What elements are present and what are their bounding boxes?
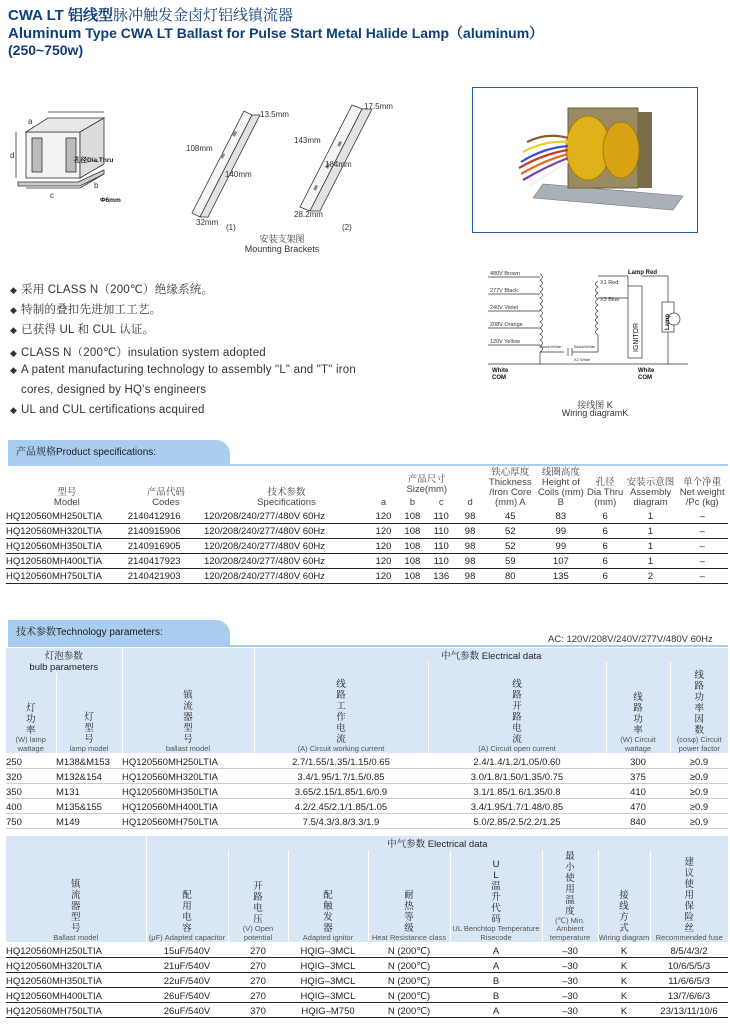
table-cell: 2140421903 [128, 568, 204, 583]
electrical-table-1 [6, 648, 728, 829]
table-cell: 2140412916 [128, 508, 204, 523]
th-ignitor: 配触发器 Adapted ignitor [288, 850, 368, 942]
th-electrical: 中气参数 Electrical data [254, 648, 728, 662]
table-cell: A [450, 942, 542, 957]
th-open-current: 线路开路电流 (A) Circuit open current [428, 662, 606, 753]
table-cell: K [598, 972, 650, 987]
table-cell: N (200℃) [368, 942, 450, 957]
table-cell: ≥0.9 [670, 783, 728, 798]
table-row [6, 972, 728, 987]
table-cell: 98 [456, 553, 485, 568]
bracket2-dim-4: 28.2mm [294, 210, 323, 219]
feature-5 [10, 364, 356, 376]
table-cell: 120 [369, 523, 398, 538]
table-cell: 270 [228, 972, 288, 987]
table-cell: K [598, 957, 650, 972]
table-cell: 13/7/6/6/3 [650, 987, 728, 1002]
table-row [6, 568, 728, 583]
table-cell: 6 [586, 538, 625, 553]
table-cell: 5.0/2.85/2.5/2.2/1.25 [428, 813, 606, 828]
electrical-table-2 [6, 836, 728, 1018]
table-cell: 120/208/240/277/480V 60Hz [204, 553, 369, 568]
feature-6 [10, 404, 205, 416]
title-en-bold: Aluminum [8, 25, 82, 42]
table-cell: 6 [586, 568, 625, 583]
table-cell: 99 [536, 538, 586, 553]
table-cell: 59 [485, 553, 537, 568]
table-cell: HQIG–3MCL [288, 942, 368, 957]
table-cell: – [676, 553, 728, 568]
th-open-voltage: 开路电压 (V) Open potential [228, 850, 288, 942]
table-row [6, 768, 728, 783]
table-cell: 3.1/1.85/1.6/1.35/0.8 [428, 783, 606, 798]
table-cell: A [450, 1002, 542, 1017]
th-capacitor: 配用电容 (μF) Adapted capacitor [146, 850, 228, 942]
table-cell: HQ120560MH750LTIA [6, 568, 128, 583]
th-core: 铁心厚度 Thickness /Iron Core (mm) A [488, 467, 532, 508]
section-divider [8, 464, 728, 466]
table-cell: 120 [369, 568, 398, 583]
x3-label: X3 Blue [600, 297, 620, 303]
title-rest: 脉冲触发金卤灯铝线镇流器 [113, 7, 294, 24]
page-title-en [8, 23, 543, 43]
dim-label-c: c [50, 191, 54, 200]
table-row [6, 957, 728, 972]
th2-ballast-model: 镇流器型号 Ballast model [6, 836, 146, 942]
dim-label-b: b [94, 181, 99, 190]
table-cell: 3.65/2.15/1.85/1.6/0.9 [254, 783, 428, 798]
table-cell: 2140417923 [128, 553, 204, 568]
table-cell: M132&154 [56, 768, 122, 783]
table-cell: ≥0.9 [670, 798, 728, 813]
th-coil: 线圈高度 Height of Coils (mm) B [537, 467, 584, 508]
white-com-right: White [638, 368, 655, 374]
bracket1-dim-2: 108mm [186, 144, 213, 153]
table-cell: HQ120560MH400LTIA [122, 798, 254, 813]
table-cell: 120 [369, 538, 398, 553]
th-bulb-params: 灯泡参数 [6, 648, 122, 662]
th-hole: 孔径 Dia Thru (mm) [587, 477, 624, 508]
table-cell: N (200℃) [368, 987, 450, 1002]
product-spec-table [6, 468, 728, 584]
x1-label: X1 Red [600, 280, 619, 286]
table-cell: –30 [542, 972, 598, 987]
table-cell: 375 [606, 768, 670, 783]
table-cell: –30 [542, 987, 598, 1002]
table-row [6, 508, 728, 523]
table-cell: 8/5/4/3/2 [650, 942, 728, 957]
wiring-caption-en: Wiring diagramK [561, 408, 629, 418]
bullet-icon: ◆ [10, 405, 18, 415]
mounting-brackets-drawing [180, 95, 410, 235]
wiring-caption-cn: 接线图 K [577, 400, 613, 410]
bracket2-dim-3: 184mm [325, 160, 352, 169]
table-cell: ≥0.9 [670, 753, 728, 768]
table-cell: K [598, 1002, 650, 1017]
table-cell: 3.4/1.95/1.7/1.5/0.85 [254, 768, 428, 783]
th-model: 型号 Model [53, 487, 80, 508]
page-subtitle: (250~750w) [8, 42, 84, 58]
table-cell: 2 [625, 568, 677, 583]
table-cell: HQ120560MH250LTIA [6, 508, 128, 523]
th-fuse: 建议使用保险丝 Recommended fuse [650, 850, 728, 942]
table-cell: HQIG–3MCL [288, 987, 368, 1002]
table-cell: – [676, 538, 728, 553]
table-cell: 10/6/5/5/3 [650, 957, 728, 972]
page-title-cn [8, 4, 293, 25]
table-cell: HQ120560MH320LTIA [6, 957, 146, 972]
table-cell: 110 [427, 508, 456, 523]
table-cell: N (200℃) [368, 957, 450, 972]
table-cell: 98 [456, 523, 485, 538]
table-cell: 99 [536, 523, 586, 538]
table-cell: 470 [606, 798, 670, 813]
table-cell: M131 [56, 783, 122, 798]
table-cell: 270 [228, 987, 288, 1002]
cap-label-1: Black/White [540, 344, 562, 349]
table-cell: HQ120560MH350LTIA [122, 783, 254, 798]
table-cell: 52 [485, 523, 537, 538]
table-cell: 120 [369, 553, 398, 568]
table-cell: HQIG–3MCL [288, 957, 368, 972]
th-code: 产品代码 Codes [146, 487, 185, 508]
th-size-c: c [438, 497, 444, 508]
table-cell: 110 [427, 523, 456, 538]
table-cell: 270 [228, 942, 288, 957]
table-cell: 4.2/2.45/2.1/1.85/1.05 [254, 798, 428, 813]
title-prefix: CWA LT [8, 7, 68, 24]
table-cell: 136 [427, 568, 456, 583]
table-cell: 107 [536, 553, 586, 568]
th-min-ambient: 最小使用温度 (℃) Min. Ambient temperature [542, 850, 598, 942]
table-cell: 250 [6, 753, 56, 768]
bullet-icon: ◆ [10, 365, 18, 375]
white-com-left: White [492, 368, 509, 374]
table-cell: 98 [456, 538, 485, 553]
table-cell: 2140915906 [128, 523, 204, 538]
table-row [6, 813, 728, 828]
table-cell: 3.0/1.8/1.50/1.35/0.75 [428, 768, 606, 783]
table-cell: 135 [536, 568, 586, 583]
table-cell: HQ120560MH400LTIA [6, 987, 146, 1002]
table-cell: A [450, 957, 542, 972]
table-cell: 2.4/1.4/1.2/1.05/0.60 [428, 753, 606, 768]
ballast-photo [473, 88, 697, 232]
table-cell: 300 [606, 753, 670, 768]
title-bold: 铝线型 [68, 7, 114, 24]
tap-208: 208V Orange [490, 322, 523, 328]
table-row [6, 538, 728, 553]
table-cell: 110 [427, 553, 456, 568]
feature-4 [10, 344, 266, 360]
table-row [6, 553, 728, 568]
table-cell: HQ120560MH350LTIA [6, 972, 146, 987]
table-row [6, 753, 728, 768]
hole-label: 孔径Dia.Thru [74, 157, 114, 164]
th-size: 产品尺寸 Size(mm) [406, 473, 448, 495]
table-cell: 120/208/240/277/480V 60Hz [204, 568, 369, 583]
table-cell: B [450, 987, 542, 1002]
table-row [6, 523, 728, 538]
table-cell: N (200℃) [368, 1002, 450, 1017]
electrical-rows-2 [6, 942, 728, 1017]
table-cell: B [450, 972, 542, 987]
table-cell: 6 [586, 508, 625, 523]
product-photo-frame [472, 87, 698, 233]
table-cell: 15uF/540V [146, 942, 228, 957]
bullet-icon: ◆ [10, 285, 18, 295]
svg-text:COM: COM [492, 375, 506, 381]
table-cell: N (200℃) [368, 972, 450, 987]
table-cell: 120 [369, 508, 398, 523]
table-cell: HQIG–3MCL [288, 972, 368, 987]
table-cell: 45 [485, 508, 537, 523]
table-cell: 83 [536, 508, 586, 523]
th-wiring: 接线方式 Wiring diagram [598, 850, 650, 942]
bracket1-dim-4: 32mm [196, 218, 219, 227]
table-cell: M135&155 [56, 798, 122, 813]
svg-text:COM: COM [638, 375, 652, 381]
feature-text: 已获得 UL 和 CUL 认证。 [21, 324, 155, 336]
table-cell: 370 [228, 1002, 288, 1017]
section-divider [8, 645, 728, 647]
table-cell: ≥0.9 [670, 768, 728, 783]
th-size-d: d [467, 497, 473, 508]
feature-text: CLASS N（200℃）insulation system adopted [21, 347, 266, 359]
table-cell: 108 [398, 523, 427, 538]
th-circuit-wattage: 线路功率 (W) Circuit wattage [606, 662, 670, 753]
table-cell: 108 [398, 568, 427, 583]
feature-text: A patent manufacturing technology to assembly "L" and "T" iron [21, 364, 356, 376]
table-cell: 750 [6, 813, 56, 828]
table-cell: 80 [485, 568, 537, 583]
tap-120: 120V Yellow [490, 339, 520, 345]
bracket1-dim-1: 13.5mm [260, 110, 289, 119]
th-lamp-wattage: 灯功率 (W) lamp wattage [6, 673, 56, 753]
table-row [6, 987, 728, 1002]
table-cell: –30 [542, 957, 598, 972]
bullet-icon: ◆ [10, 348, 18, 358]
table-cell: 11/6/6/5/3 [650, 972, 728, 987]
feature-text: 采用 CLASS N（200℃）绝缘系统。 [21, 284, 214, 296]
table-cell: HQ120560MH320LTIA [6, 523, 128, 538]
th-lamp-model: 灯型号 lamp model [56, 673, 122, 753]
th-working-current: 线路工作电流 (A) Circuit working current [254, 662, 428, 753]
table-cell: 2140916905 [128, 538, 204, 553]
table-cell: 2.7/1.55/1.35/1.15/0.65 [254, 753, 428, 768]
table-row [6, 783, 728, 798]
table-cell: 52 [485, 538, 537, 553]
table-cell: –30 [542, 942, 598, 957]
bracket1-number: (1) [226, 223, 236, 232]
th-heat-class: 耐热等级 Heat Resistance class [368, 850, 450, 942]
feature-2 [10, 301, 161, 317]
electrical-rows-1 [6, 753, 728, 828]
th-assembly: 安装示意图 Assembly diagram [626, 477, 675, 508]
table-cell: 3.4/1.95/1.7/1.48/0.85 [428, 798, 606, 813]
product-spec-section-tab: 产品规格Product specifications: [8, 440, 230, 466]
table-cell: 26uF/540V [146, 987, 228, 1002]
th-size-b: b [409, 497, 415, 508]
table-cell: – [676, 523, 728, 538]
dim-label-a: a [28, 117, 33, 126]
product-spec-rows [6, 508, 728, 583]
table-cell: HQIG–M750 [288, 1002, 368, 1017]
cap-label-3: X2 White [574, 357, 591, 362]
bullet-icon: ◆ [10, 325, 18, 335]
th-bulb-params-en: bulb parameters [6, 662, 122, 673]
cap-label-2: Black/White [574, 344, 596, 349]
table-cell: 21uF/540V [146, 957, 228, 972]
table-cell: 26uF/540V [146, 1002, 228, 1017]
bullet-icon: ◆ [10, 305, 18, 315]
tap-277: 277V Black [490, 288, 518, 294]
table-cell: 6 [586, 553, 625, 568]
table-cell: –30 [542, 1002, 598, 1017]
brackets-caption-cn: 安装支架图 [259, 234, 305, 244]
bracket2-dim-1: 17.5mm [364, 102, 393, 111]
table-cell: HQ120560MH320LTIA [122, 768, 254, 783]
table-cell: – [676, 568, 728, 583]
table-cell: HQ120560MH400LTIA [6, 553, 128, 568]
th2-electrical: 中气参数 Electrical data [146, 836, 728, 850]
table-cell: HQ120560MH250LTIA [6, 942, 146, 957]
table-cell: K [598, 942, 650, 957]
lamp-red-label: Lamp Red [628, 270, 658, 276]
bracket2-dim-2: 143mm [294, 136, 321, 145]
th-spec: 技术参数 Specifications [257, 487, 316, 508]
table-cell: M149 [56, 813, 122, 828]
table-row [6, 942, 728, 957]
brackets-caption-en: Mounting Brackets [244, 244, 320, 254]
wiring-diagram [488, 266, 688, 382]
th-ballast-model: 镇流器型号 ballast model [122, 648, 254, 753]
table-cell: 108 [398, 553, 427, 568]
table-cell: 110 [427, 538, 456, 553]
tap-240: 240V Violet [490, 305, 519, 311]
table-cell: ≥0.9 [670, 813, 728, 828]
th-ul-code: UL温升代码 UL Benchtop Temperature Risecode [450, 850, 542, 942]
table-cell: 22uF/540V [146, 972, 228, 987]
feature-1 [10, 281, 213, 297]
table-cell: 7.5/4.3/3.8/3.3/1.9 [254, 813, 428, 828]
table-cell: 1 [625, 523, 677, 538]
lamp-label: Lamp [665, 313, 671, 330]
tech-params-section-tab: 技术参数Technology parameters: [8, 620, 230, 646]
bracket1-dim-3: 140mm [225, 170, 252, 179]
table-cell: 320 [6, 768, 56, 783]
hole-size-label: Ф6mm [100, 197, 121, 204]
table-cell: 400 [6, 798, 56, 813]
feature-text: 特制的叠扣先进加工工艺。 [21, 304, 162, 316]
table-cell: HQ120560MH750LTIA [6, 1002, 146, 1017]
table-cell: 1 [625, 508, 677, 523]
table-cell: 350 [6, 783, 56, 798]
th-power-factor: 线路功率因数 (cosφ) Circuit power factor [670, 662, 728, 753]
feature-3 [10, 321, 154, 337]
tap-480: 480V Brown [490, 271, 520, 277]
ballast-dimension-drawing [8, 110, 128, 220]
ac-note: AC: 120V/208V/240V/277V/480V 60Hz [548, 634, 713, 645]
feature-5-cont: cores, designed by HQ's engineers [21, 384, 207, 396]
table-cell: 108 [398, 538, 427, 553]
table-cell: 23/13/11/10/6 [650, 1002, 728, 1017]
table-cell: HQ120560MH350LTIA [6, 538, 128, 553]
table-cell: 98 [456, 568, 485, 583]
table-cell: M138&M153 [56, 753, 122, 768]
title-en-rest: Type CWA LT Ballast for Pulse Start Metal Halide Lamp（aluminum） [81, 25, 544, 41]
table-cell: 270 [228, 957, 288, 972]
table-cell: 1 [625, 553, 677, 568]
table-cell: 98 [456, 508, 485, 523]
table-row [6, 798, 728, 813]
table-cell: 120/208/240/277/480V 60Hz [204, 538, 369, 553]
table-cell: 6 [586, 523, 625, 538]
th-size-a: a [380, 497, 387, 508]
feature-text: UL and CUL certifications acquired [21, 404, 205, 416]
table-cell: 120/208/240/277/480V 60Hz [204, 523, 369, 538]
table-cell: – [676, 508, 728, 523]
bracket2-number: (2) [342, 223, 352, 232]
table-cell: 840 [606, 813, 670, 828]
table-cell: HQ120560MH250LTIA [122, 753, 254, 768]
table-cell: HQ120560MH750LTIA [122, 813, 254, 828]
table-cell: K [598, 987, 650, 1002]
table-cell: 410 [606, 783, 670, 798]
th-weight: 单个净重 Net weight /Pc (kg) [679, 477, 725, 508]
ignitor-label: IGNITOR [633, 322, 640, 352]
table-row [6, 1002, 728, 1017]
table-cell: 120/208/240/277/480V 60Hz [204, 508, 369, 523]
table-cell: 108 [398, 508, 427, 523]
dim-label-d: d [10, 151, 15, 160]
table-cell: 1 [625, 538, 677, 553]
